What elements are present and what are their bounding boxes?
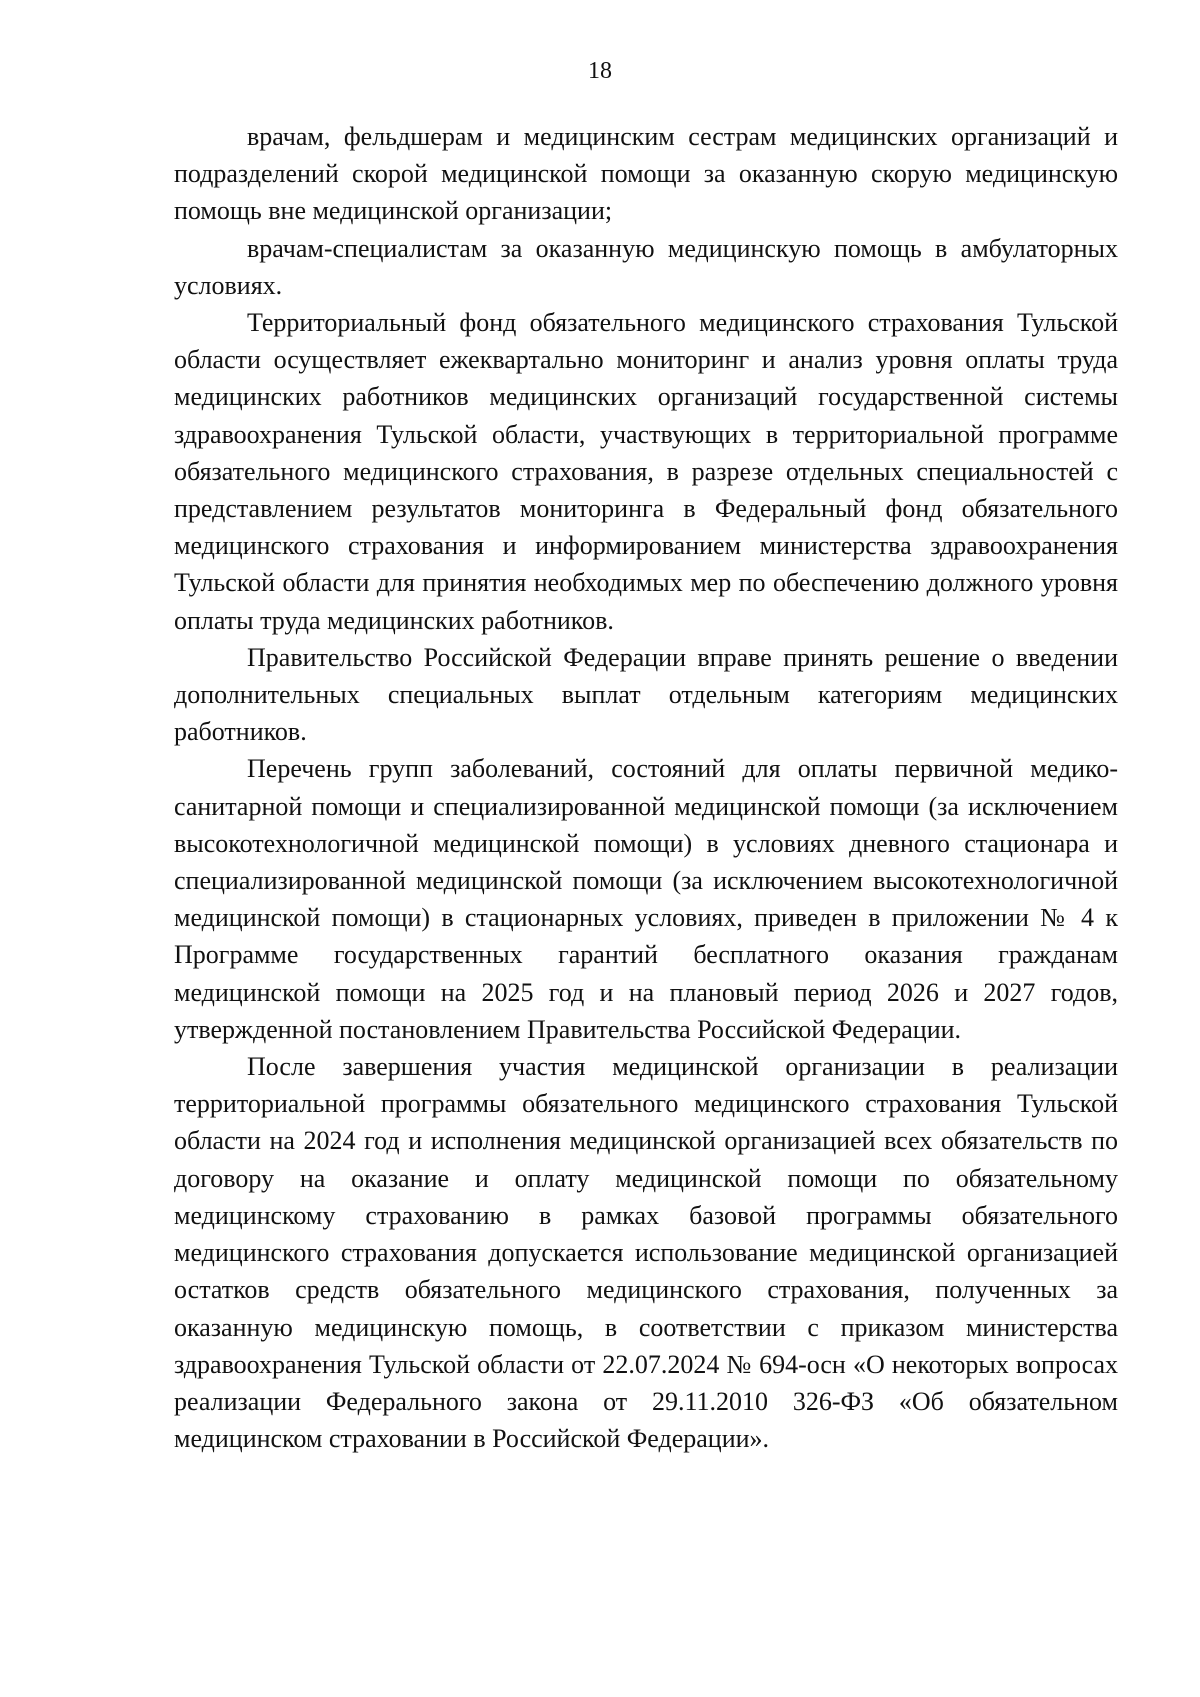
- paragraph-remaining-funds: После завершения участия медицинской организации в реализации территориальной программы обязательного медицинского страхования Тульской области на 2024 год и исполнения медицинской организацией всех обязательств по договору на оказание и оплату медицинской помощи по обязательному медицинскому страхованию в рамках базовой программы обязательного медицинского страхования допускается использование медицинской организацией остатков средств обязательного медицинского страхования, полученных за оказанную медицинскую помощь, в соответствии с приказом министерства здравоохранения Тульской области от 22.07.2024 № 694-осн «О некоторых вопросах реализации Федерального закона от 29.11.2010 326-ФЗ «Об обязательном медицинском страховании в Российской Федерации».: [174, 1052, 1118, 1454]
- paragraph-disease-groups-list: Перечень групп заболеваний, состояний для оплаты первичной медико-санитарной помощи и специализированной медицинской помощи (за исключением высокотехнологичной медицинской помощи) в условиях дневного стационара и специализированной медицинской помощи (за исключением высокотехнологичной медицинской помощи) в стационарных условиях, приведен в приложении № 4 к Программе государственных гарантий бесплатного оказания гражданам медицинской помощи на 2025 год и на плановый период 2026 и 2027 годов, утвержденной постановлением Правительства Российской Федерации.: [174, 754, 1118, 1044]
- paragraph-government-additional-payments: Правительство Российской Федерации вправе принять решение о введении дополнительных специальных выплат отдельным категориям медицинских работников.: [174, 642, 1118, 747]
- paragraph-specialists-ambulatory: врачам-специалистам за оказанную медицинскую помощь в амбулаторных условиях.: [174, 233, 1118, 300]
- document-body: [174, 118, 1118, 1457]
- page-number: 18: [588, 58, 612, 84]
- paragraph-doctors-emergency: врачам, фельдшерам и медицинским сестрам медицинских организаций и подразделений скорой медицинской помощи за оказанную скорую медицинскую помощь вне медицинской организации;: [174, 122, 1118, 226]
- paragraph-territorial-fund-monitoring: Территориальный фонд обязательного медицинского страхования Тульской области осуществляет ежеквартально мониторинг и анализ уровня оплаты труда медицинских работников медицинских организаций государственной системы здравоохранения Тульской области, участвующих в территориальной программе обязательного медицинского страхования, в разрезе отдельных специальностей с представлением результатов мониторинга в Федеральный фонд обязательного медицинского страхования и информированием министерства здравоохранения Тульской области для принятия необходимых мер по обеспечению должного уровня оплаты труда медицинских работников.: [174, 308, 1118, 635]
